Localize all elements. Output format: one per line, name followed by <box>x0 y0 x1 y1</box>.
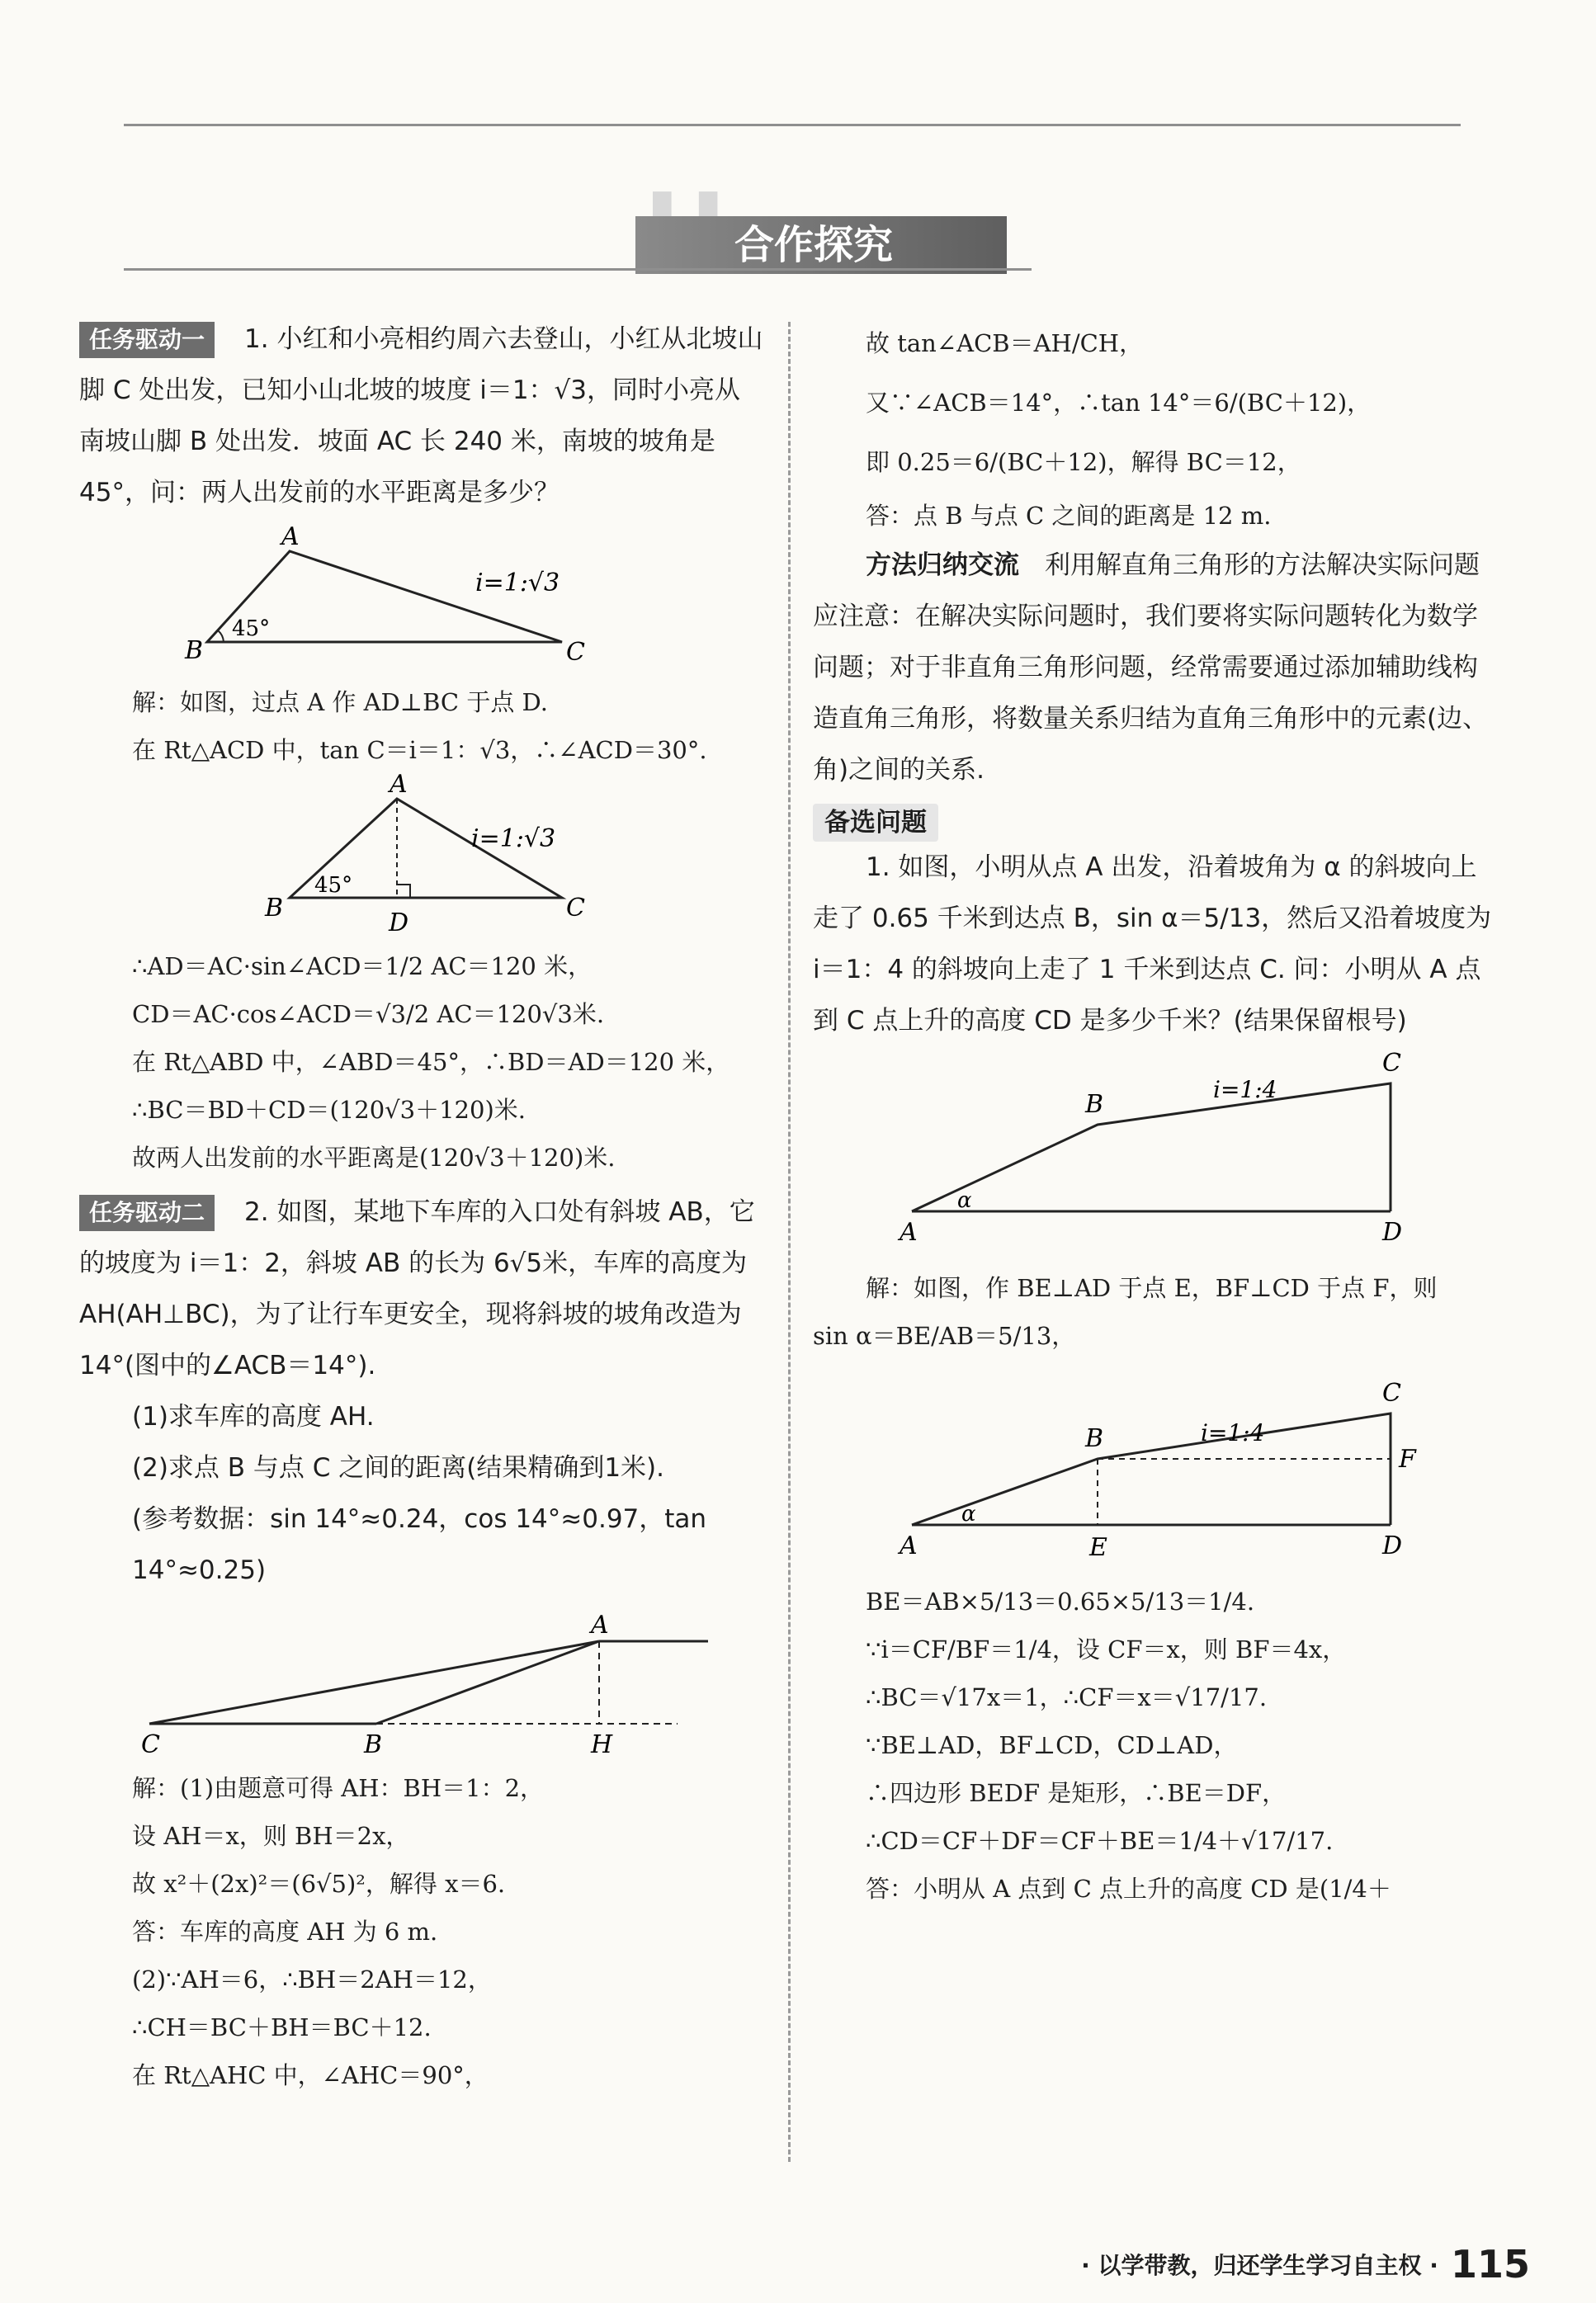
fig5-angle-label: α <box>961 1502 976 1527</box>
figure-triangle-2 <box>79 774 766 939</box>
solution2-line: ∴CH＝BC＋BH＝BC＋12. <box>132 2013 432 2041</box>
solution2-line: 故 x²＋(2x)²＝(6√5)²，解得 x＝6. <box>132 1870 506 1898</box>
solution2-cont-line: 答：点 B 与点 C 之间的距离是 12 m. <box>866 502 1272 530</box>
column-divider <box>788 322 791 2162</box>
section-title: 合作探究 <box>635 216 1007 274</box>
task1-tag: 任务驱动一 <box>79 322 215 358</box>
solution3a-line: sin α＝BE/AB＝5/13， <box>813 1322 1076 1350</box>
task2-part: (1)求车库的高度 AH. <box>132 1402 375 1432</box>
fig3-label-b: B <box>364 1730 383 1759</box>
fig1-label-a: A <box>281 522 300 551</box>
solution3b-line: ∴四边形 BEDF 是矩形，∴BE＝DF， <box>866 1779 1287 1807</box>
fig5-label-f: F <box>1399 1445 1416 1474</box>
solution1b-line: ∴AD＝AC·sin∠ACD＝1/2 AC＝120 米， <box>132 952 593 980</box>
fig4-label-d: D <box>1382 1218 1403 1247</box>
solution3b-line: ∴BC＝√17x＝1，∴CF＝x＝√17/17. <box>866 1683 1268 1711</box>
solution1b-line: 在 Rt△ABD 中，∠ABD＝45°，∴BD＝AD＝120 米， <box>132 1048 730 1076</box>
fig2-label-b: B <box>265 894 284 923</box>
solution3b-line: ∵BE⊥AD，BF⊥CD，CD⊥AD， <box>866 1731 1238 1759</box>
fig2-label-a: A <box>390 774 408 799</box>
solution2-cont-line: 又∵∠ACB＝14°，∴tan 14°＝6/(BC＋12)， <box>866 389 1372 417</box>
backup-header <box>813 804 1498 842</box>
fig2-angle-label: 45° <box>314 873 353 898</box>
fig3-label-c: C <box>141 1730 160 1759</box>
figure-slope-2 <box>813 1360 1498 1574</box>
task2-part: (2)求点 B 与点 C 之间的距离(结果精确到1米). <box>132 1453 665 1483</box>
fig1-angle-label: 45° <box>232 616 271 641</box>
method-text: 利用解直角三角形的方法解决实际问题应注意：在解决实际问题时，我们要将实际问题转化为数学问题；对于非直角三角形问题，经常需要通过添加辅助线构造直角三角形，将数量关系归结为直角三角形中的元素(边、角)之间的关系. <box>813 550 1489 785</box>
fig4-label-a: A <box>900 1218 918 1247</box>
left-column <box>79 314 766 2099</box>
figure-garage-ramp <box>79 1596 766 1761</box>
fig1-slope-label: i=1:√3 <box>475 569 560 597</box>
solution3a-line: 解：如图，作 BE⊥AD 于点 E，BF⊥CD 于点 F，则 <box>866 1274 1438 1302</box>
solution2-line: 解：(1)由题意可得 AH：BH＝1：2， <box>132 1774 545 1802</box>
header-rule-top <box>124 124 1461 126</box>
fig5-label-c: C <box>1382 1379 1401 1408</box>
method-summary <box>813 540 1498 795</box>
page-footer <box>1081 2242 1530 2286</box>
task2-question <box>79 1187 766 1391</box>
solution1b-line: CD＝AC·cos∠ACD＝√3/2 AC＝120√3米. <box>132 1000 605 1028</box>
page-number: 115 <box>1450 2242 1530 2286</box>
fig2-label-c: C <box>566 894 585 923</box>
solution1b-line: 故两人出发前的水平距离是(120√3＋120)米. <box>132 1144 616 1172</box>
footer-motto: · 以学带教，归还学生学习自主权 · <box>1081 2252 1438 2279</box>
solution1-line: 在 Rt△ACD 中，tan C＝i＝1：√3，∴∠ACD＝30°. <box>132 736 707 764</box>
fig2-slope-label: i=1:√3 <box>471 824 556 853</box>
solution1b-line: ∴BC＝BD＋CD＝(120√3＋120)米. <box>132 1096 526 1124</box>
header-rule-bottom <box>124 268 1032 271</box>
solution2-line: 答：车库的高度 AH 为 6 m. <box>132 1918 438 1946</box>
fig3-label-h: H <box>591 1730 613 1759</box>
solution1-line: 解：如图，过点 A 作 AD⊥BC 于点 D. <box>132 688 548 716</box>
task2-tag: 任务驱动二 <box>79 1195 215 1231</box>
solution2-line: 设 AH＝x，则 BH＝2x， <box>132 1822 410 1850</box>
fig4-label-b: B <box>1085 1090 1104 1119</box>
fig3-label-a: A <box>591 1611 609 1640</box>
fig5-label-a: A <box>900 1531 918 1560</box>
solution3b-line: BE＝AB×5/13＝0.65×5/13＝1/4. <box>866 1588 1255 1616</box>
method-title: 方法归纳交流 <box>866 550 1019 580</box>
figure-triangle-1 <box>79 518 766 675</box>
solution2-line: 在 Rt△AHC 中，∠AHC＝90°， <box>132 2061 489 2089</box>
fig4-label-c: C <box>1382 1049 1401 1078</box>
solution3b-line: ∴CD＝CF＋DF＝CF＋BE＝1/4＋√17/17. <box>866 1827 1334 1855</box>
solution2-cont-line: 故 tan∠ACB＝AH/CH， <box>866 329 1144 357</box>
solution3b-line: ∵i＝CF/BF＝1/4，设 CF＝x，则 BF＝4x， <box>866 1635 1347 1664</box>
fig5-label-d: D <box>1382 1531 1403 1560</box>
solution3b-line: 答：小明从 A 点到 C 点上升的高度 CD 是(1/4＋ <box>866 1875 1391 1903</box>
fig5-label-b: B <box>1085 1424 1104 1453</box>
right-column <box>813 314 1498 1913</box>
fig4-angle-label: α <box>957 1188 972 1213</box>
task2-part: (参考数据：sin 14°≈0.24，cos 14°≈0.97，tan 14°≈0.25) <box>132 1504 707 1585</box>
solution2-line: (2)∵AH＝6，∴BH＝2AH＝12， <box>132 1966 492 1994</box>
figure-slope-1 <box>813 1046 1498 1261</box>
fig1-label-b: B <box>185 636 204 665</box>
backup-question: 1. 如图，小明从点 A 出发，沿着坡角为 α 的斜坡向上走了 0.65 千米到达点 B，sin α＝5/13，然后又沿着坡度为 i＝1：4 的斜坡向上走了 1 千米到达点 C. 问：小明从 A 点到 C 点上升的高度 CD 是多少千米？(结果保留根号) <box>813 852 1492 1036</box>
fig2-label-d: D <box>389 908 409 937</box>
fig5-slope-label: i=1:4 <box>1201 1419 1265 1446</box>
backup-title: 备选问题 <box>813 804 938 842</box>
fig1-label-c: C <box>566 638 585 667</box>
task1-text: 1. 小红和小亮相约周六去登山，小红从北坡山脚 C 处出发，已知小山北坡的坡度 i＝1：√3，同时小亮从南坡山脚 B 处出发．坡面 AC 长 240 米，南坡的坡角是 45°，问：两人出发前的水平距离是多少？ <box>79 324 763 507</box>
task2-text: 2. 如图，某地下车库的入口处有斜坡 AB，它的坡度为 i＝1：2，斜坡 AB 的长为 6√5米，车库的高度为 AH(AH⊥BC)，为了让行车更安全，现将斜坡的坡角改造为 14°(图中的∠ACB＝14°). <box>79 1197 755 1380</box>
task1-question <box>79 314 766 518</box>
solution2-cont-line: 即 0.25＝6/(BC＋12)，解得 BC＝12， <box>866 448 1301 476</box>
fig5-label-e: E <box>1089 1533 1107 1562</box>
fig4-slope-label: i=1:4 <box>1213 1076 1277 1103</box>
